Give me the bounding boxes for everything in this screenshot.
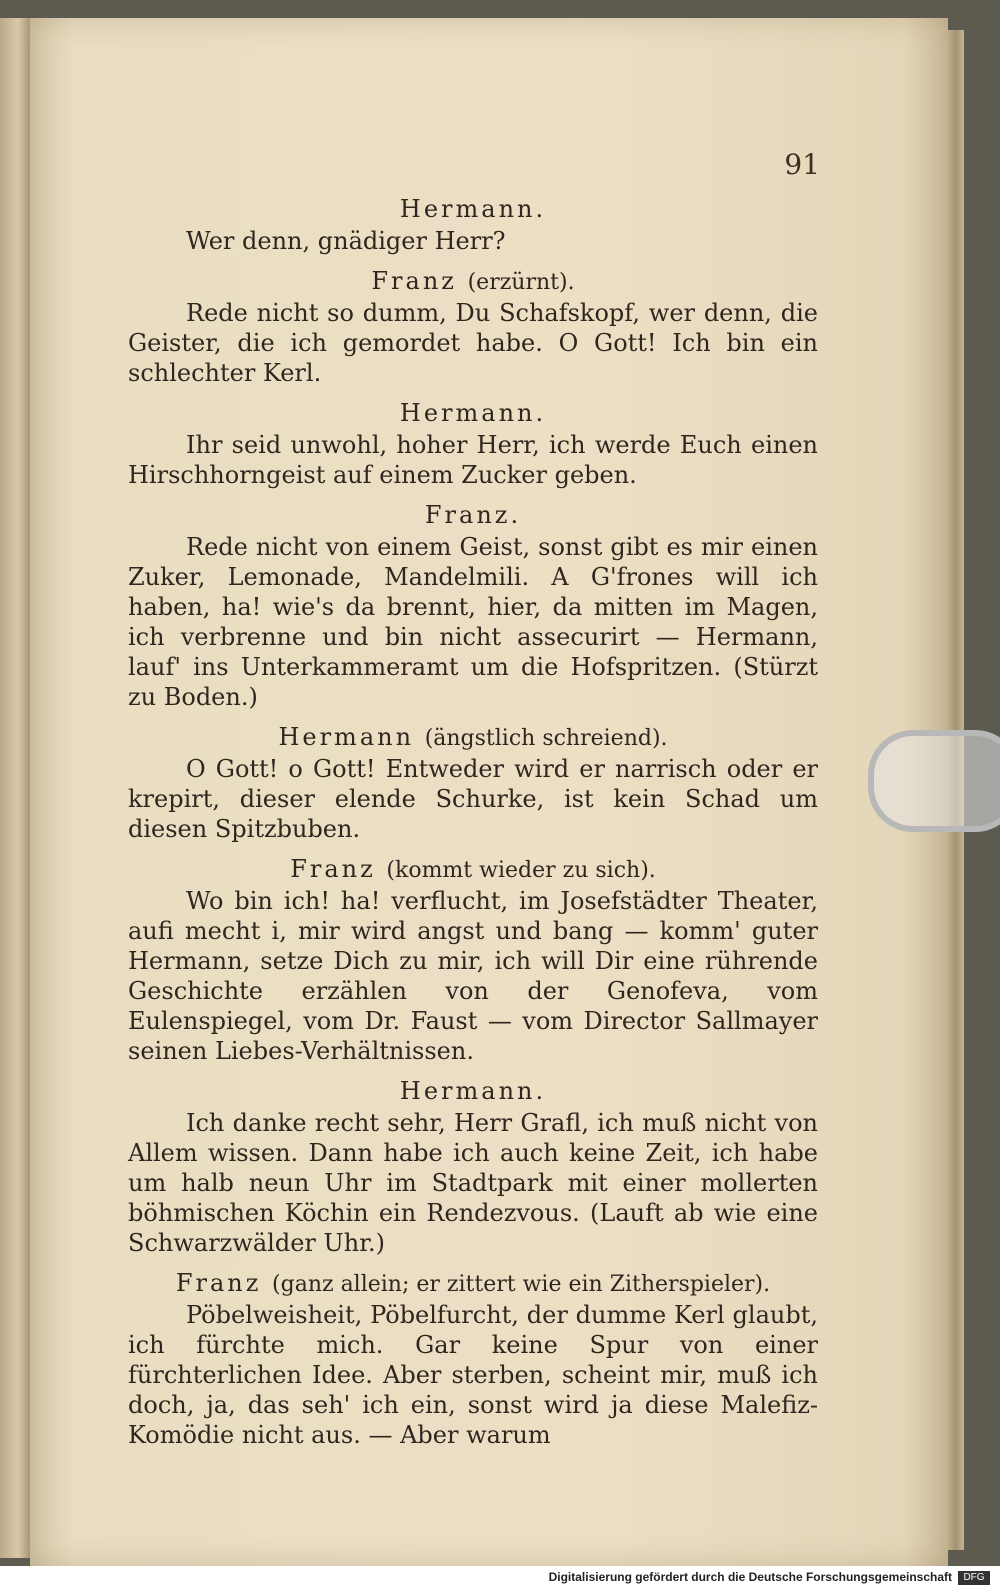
speaker-heading: Franz. bbox=[424, 501, 522, 529]
speaker-heading: Hermann (ängstlich schreiend). bbox=[278, 723, 668, 751]
funding-credit: Digitalisierung gefördert durch die Deutsche Forschungsgemeinschaft bbox=[548, 1570, 952, 1584]
dialogue-paragraph: Pöbelweisheit, Pöbelfurcht, der dumme Kerl glaubt, ich fürchte mich. Gar keine Spur von einer fürchterlichen Idee. Aber sterben, scheint mir, muß ich doch, ja, das seh' ich ein, sonst wird ja diese Malefiz-Komödie nicht aus. — Aber warum bbox=[128, 1301, 818, 1449]
speaker-heading: Hermann. bbox=[399, 1077, 547, 1105]
dialogue-paragraph: Ich danke recht sehr, Herr Grafl, ich muß nicht von Allem wissen. Dann habe ich auch keine Zeit, ich habe um halb neun Uhr im Stadtpark mit einer mollerten böhmischen Köchin ein Rendezvous. (Lauft ab wie eine Schwarzwälder Uhr.) bbox=[128, 1109, 818, 1257]
dialogue-paragraph: Ihr seid unwohl, hoher Herr, ich werde Euch einen Hirschhorngeist auf einem Zucker geben. bbox=[128, 431, 818, 489]
speaker-heading: Franz (ganz allein; er zittert wie ein Zitherspieler). bbox=[175, 1269, 771, 1297]
dfg-logo-icon: DFG bbox=[958, 1571, 990, 1585]
speaker-heading: Hermann. bbox=[399, 399, 547, 427]
speaker-heading: Franz (erzürnt). bbox=[371, 267, 575, 295]
left-page-edge bbox=[0, 18, 30, 1558]
footer-bar bbox=[0, 1566, 1000, 1590]
dialogue-paragraph: Wer denn, gnädiger Herr? bbox=[186, 227, 506, 255]
page-clip bbox=[868, 730, 1000, 832]
page-text bbox=[128, 194, 818, 1450]
dialogue-paragraph: Wo bin ich! ha! verflucht, im Josefstädter Theater, aufi mecht i, mir wird angst und bang — komm' guter Hermann, setze Dich zu mir, ich will Dir eine rührende Geschichte erzählen von der Genofeva, vom Eulenspiegel, vom Dr. Faust — vom Director Sallmayer seinen Liebes-Verhältnissen. bbox=[128, 887, 818, 1065]
speaker-heading: Hermann. bbox=[399, 195, 547, 223]
dialogue-paragraph: O Gott! o Gott! Entweder wird er narrisch oder er krepirt, dieser elende Schurke, ist kein Schad um diesen Spitzbuben. bbox=[128, 755, 818, 843]
dialogue-paragraph: Rede nicht von einem Geist, sonst gibt es mir einen Zuker, Lemonade, Mandelmili. A G'frones will ich haben, ha! wie's da brennt, hier, da mitten im Magen, ich verbrenne und bin nicht assecurirt — Hermann, lauf' ins Unterkammeramt um die Hofspritzen. (Stürzt zu Boden.) bbox=[128, 533, 818, 711]
dialogue-paragraph: Rede nicht so dumm, Du Schafskopf, wer denn, die Geister, die ich gemordet habe. O Gott! Ich bin ein schlechter Kerl. bbox=[128, 299, 818, 387]
page-number: 91 bbox=[784, 148, 820, 181]
speaker-heading: Franz (kommt wieder zu sich). bbox=[290, 855, 656, 883]
